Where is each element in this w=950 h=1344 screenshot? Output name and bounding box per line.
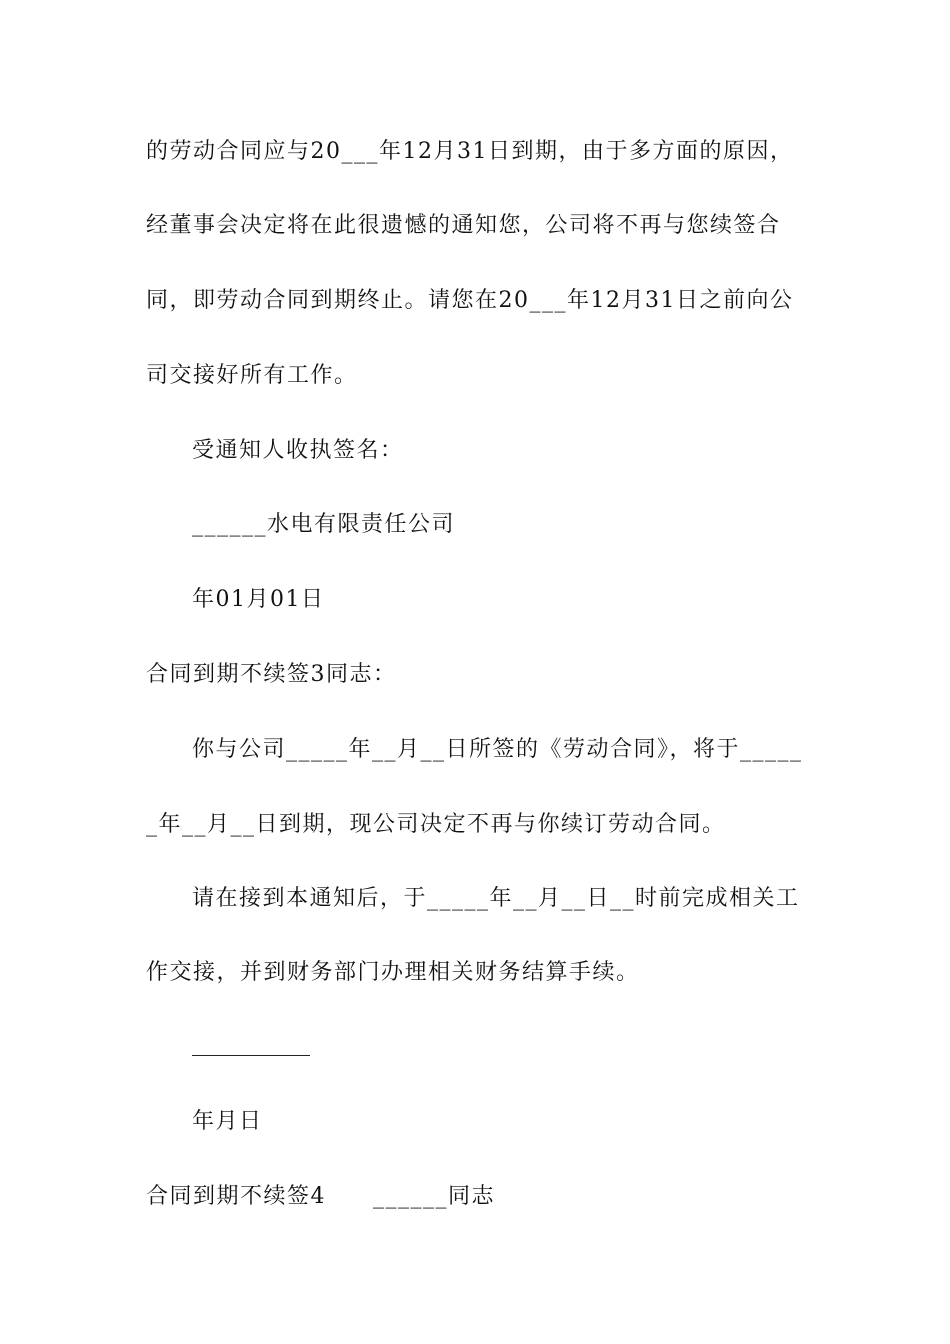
signature-line [192, 1055, 310, 1056]
paragraph-line: 你与公司_____年__月__日所签的《劳动合同》，将于_____ [192, 737, 803, 762]
section-heading: 合同到期不续签4 ______同志 [146, 1184, 495, 1209]
paragraph-line: 请在接到本通知后，于_____年__月__日__时前完成相关工 [192, 886, 800, 911]
date-line: 年月日 [192, 1109, 263, 1134]
paragraph-line: 经董事会决定将在此很遗憾的通知您，公司将不再与您续签合 [146, 213, 781, 238]
paragraph-line: 的劳动合同应与20___年12月31日到期，由于多方面的原因， [146, 139, 794, 164]
company-name: ______水电有限责任公司 [192, 512, 456, 537]
paragraph-line: 同，即劳动合同到期终止。请您在20___年12月31日之前向公 [146, 288, 794, 313]
paragraph-line: 作交接，并到财务部门办理相关财务结算手续。 [146, 960, 640, 985]
paragraph-line: 司交接好所有工作。 [146, 363, 358, 388]
date-line: 年01月01日 [192, 587, 325, 612]
receipt-signature-label: 受通知人收执签名： [192, 438, 404, 463]
section-heading: 合同到期不续签3同志： [146, 662, 397, 687]
paragraph-line: _年__月__日到期，现公司决定不再与你续订劳动合同。 [146, 812, 726, 837]
